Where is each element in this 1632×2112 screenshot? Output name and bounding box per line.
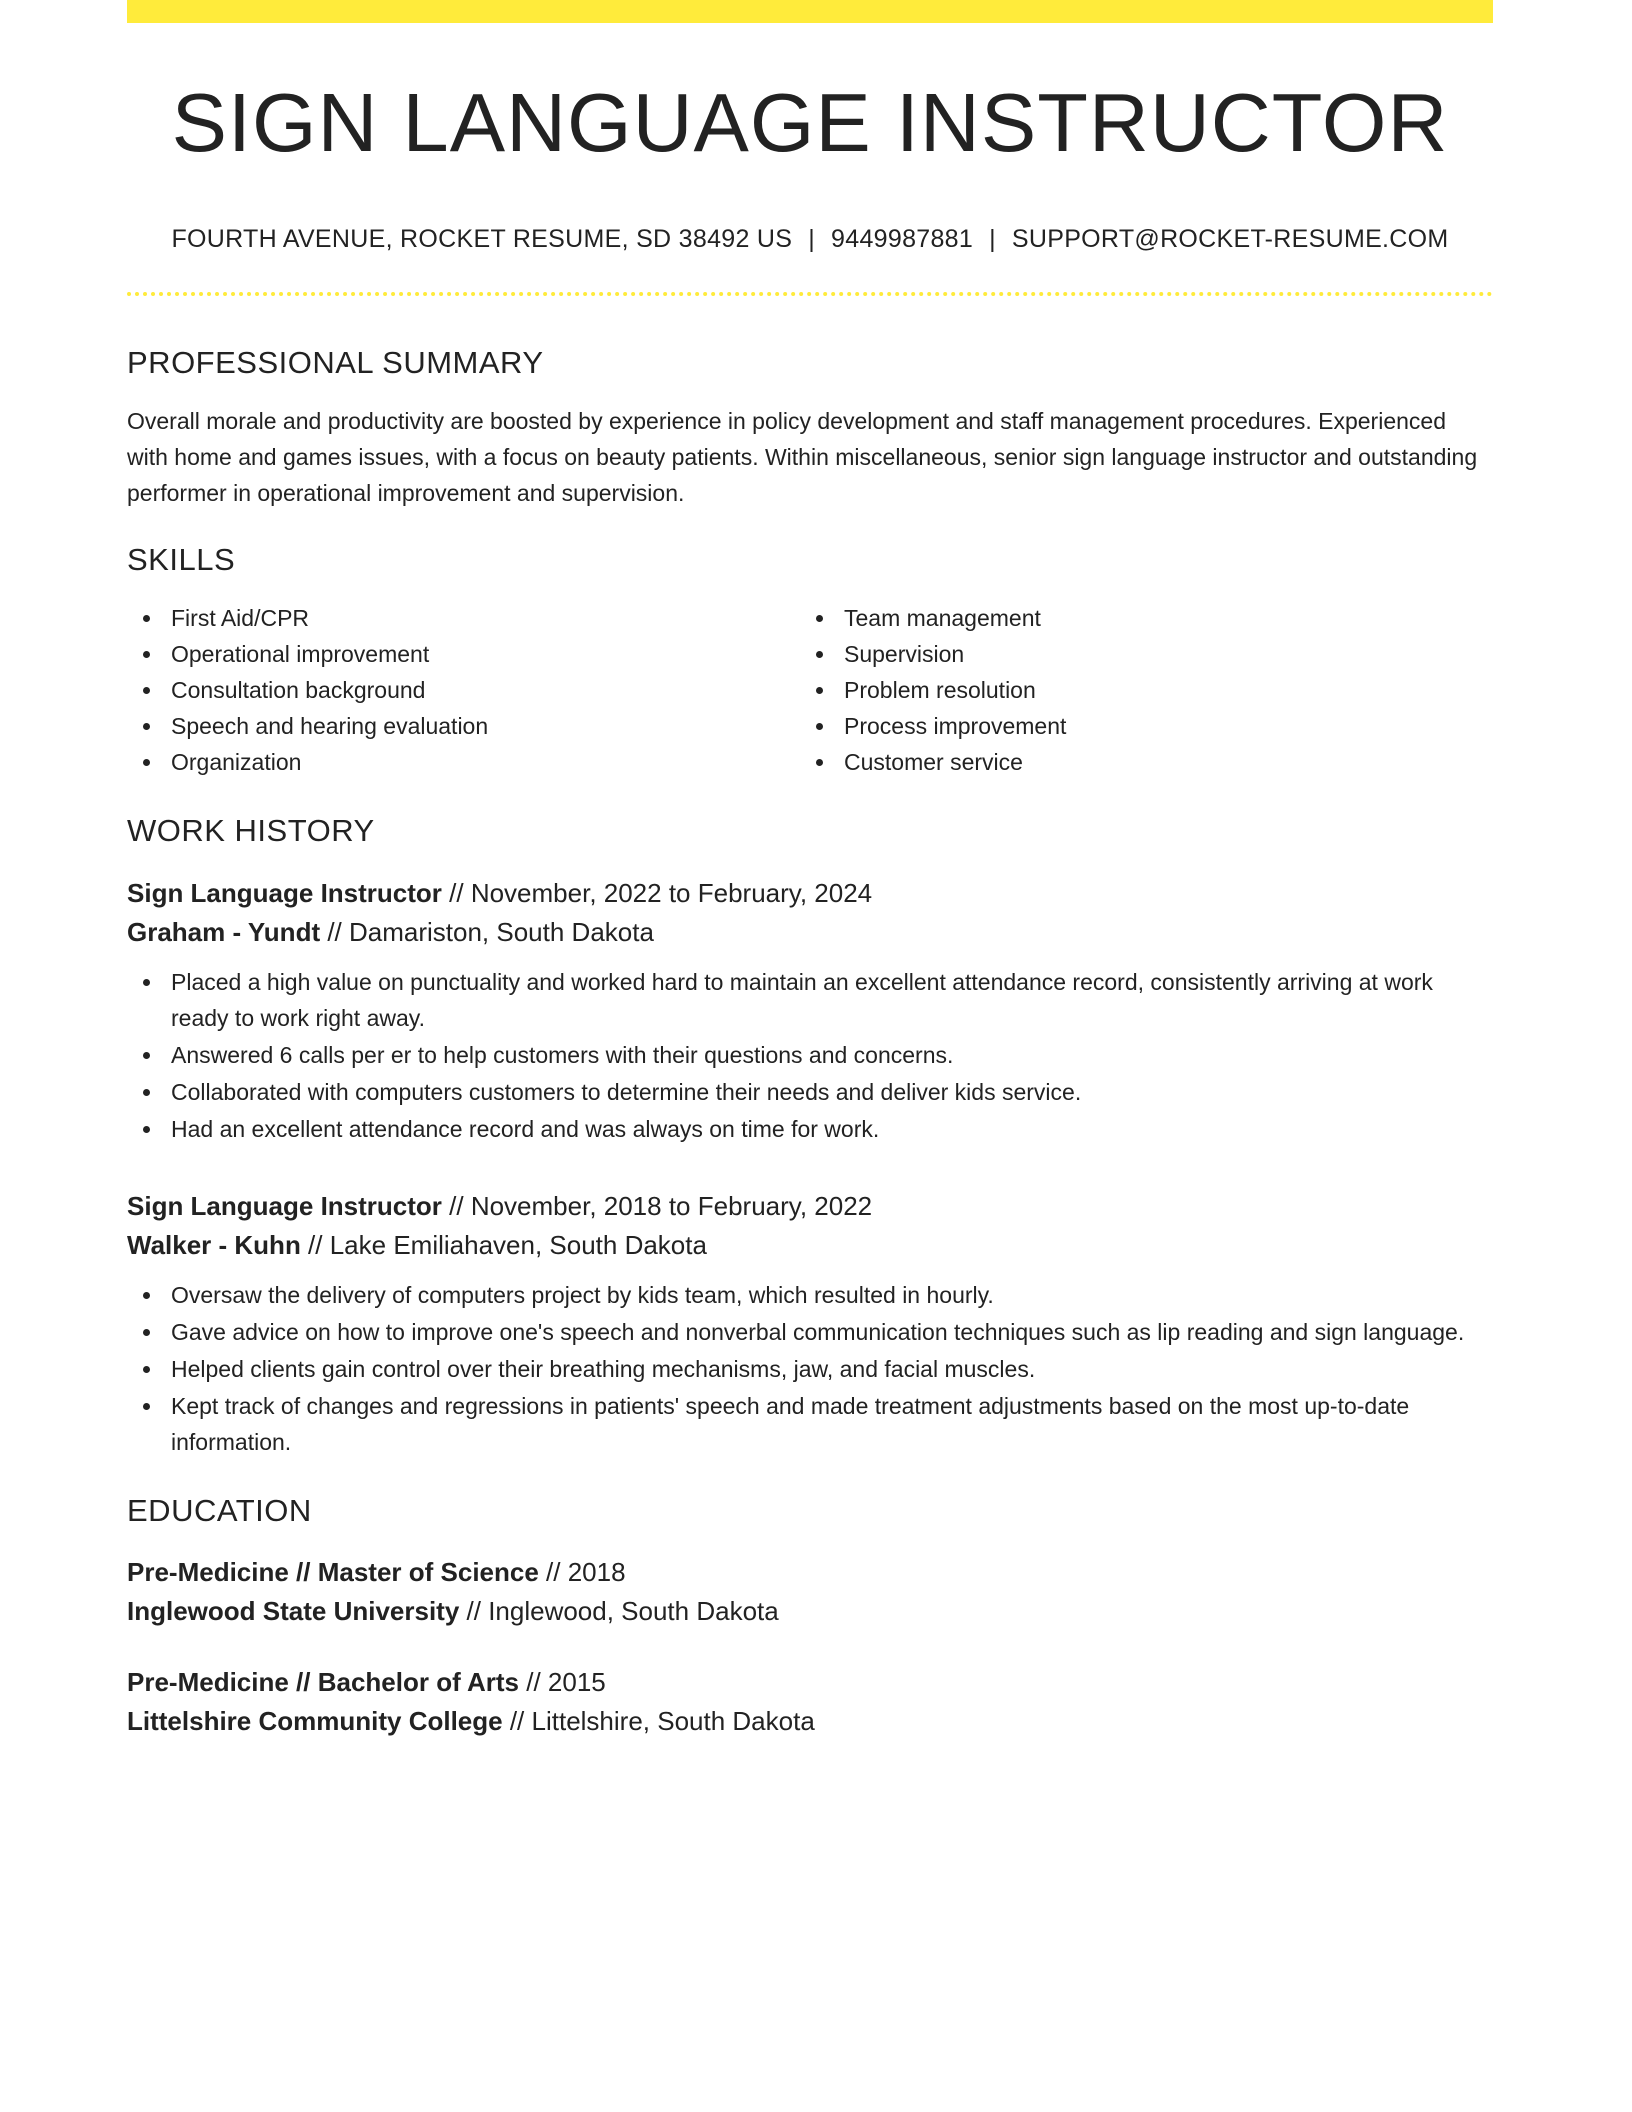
job-bullet: Kept track of changes and regressions in patients' speech and made treatment adjustments based on the most up-to-date information. [127, 1388, 1493, 1460]
education-entry [127, 1663, 1493, 1741]
school: Littelshire Community College [127, 1705, 503, 1736]
job-bullet: Answered 6 calls per er to help customers with their questions and concerns. [127, 1037, 1493, 1073]
resume-title: SIGN LANGUAGE INSTRUCTOR [171, 76, 1449, 169]
skill-item: Supervision [800, 636, 1473, 672]
skill-item: Process improvement [800, 708, 1473, 744]
skill-item: Problem resolution [800, 672, 1473, 708]
job-title: Sign Language Instructor [127, 1190, 442, 1221]
skill-item: Speech and hearing evaluation [127, 708, 800, 744]
skills-list [127, 600, 1493, 780]
education-entry [127, 1553, 1493, 1631]
work-history-heading: WORK HISTORY [127, 813, 375, 849]
resume-page [127, 0, 1493, 1741]
job-company-line [127, 1226, 1493, 1265]
job-title: Sign Language Instructor [127, 877, 442, 908]
skills-column-right [800, 600, 1473, 780]
skill-item: Operational improvement [127, 636, 800, 672]
job-entry [127, 1187, 1493, 1460]
contact-line [127, 224, 1493, 254]
job-company: Walker - Kuhn [127, 1229, 301, 1260]
job-title-line [127, 1187, 1493, 1226]
school-location: // Littelshire, South Dakota [502, 1705, 815, 1736]
skill-item: Consultation background [127, 672, 800, 708]
skills-heading: SKILLS [127, 542, 236, 578]
job-location: // Lake Emiliahaven, South Dakota [300, 1229, 707, 1260]
dotted-divider [127, 292, 1493, 296]
job-bullet: Oversaw the delivery of computers project by kids team, which resulted in hourly. [127, 1277, 1493, 1313]
job-company-line [127, 913, 1493, 952]
education-heading: EDUCATION [127, 1492, 312, 1528]
contact-phone: 9449987881 [831, 225, 974, 253]
degree: Pre-Medicine // Bachelor of Arts [127, 1666, 520, 1697]
degree: Pre-Medicine // Master of Science [127, 1556, 539, 1587]
degree-line [127, 1553, 1493, 1592]
summary-text: Overall morale and productivity are boosted by experience in policy development and staff management procedures. Experienced with home and games issues, with a focus on beauty patients. Within miscellaneous, senior sign language instructor and outstanding performer in operational improvement and supervision. [127, 408, 1478, 507]
job-bullet: Collaborated with computers customers to determine their needs and deliver kids service. [127, 1074, 1493, 1110]
degree-year: // 2015 [519, 1666, 606, 1697]
contact-email[interactable]: SUPPORT@ROCKET-RESUME.COM [1011, 225, 1449, 253]
job-bullet: Had an excellent attendance record and was always on time for work. [127, 1111, 1493, 1147]
contact-separator: | [808, 225, 816, 253]
job-bullets [127, 964, 1493, 1147]
job-dates: // November, 2018 to February, 2022 [441, 1190, 873, 1221]
skill-item: Organization [127, 744, 800, 780]
skills-column-left [127, 600, 800, 780]
summary-heading: PROFESSIONAL SUMMARY [127, 345, 544, 380]
school: Inglewood State University [127, 1595, 460, 1626]
school-line [127, 1702, 1493, 1741]
job-title-line [127, 874, 1493, 913]
skill-item: Customer service [800, 744, 1473, 780]
skill-item: First Aid/CPR [127, 600, 800, 636]
job-company: Graham - Yundt [127, 916, 321, 947]
skill-item: Team management [800, 600, 1473, 636]
job-bullet: Gave advice on how to improve one's speech and nonverbal communication techniques such as lip reading and sign language. [127, 1314, 1493, 1350]
job-dates: // November, 2022 to February, 2024 [441, 877, 873, 908]
school-line [127, 1592, 1493, 1631]
job-bullet: Helped clients gain control over their breathing mechanisms, jaw, and facial muscles. [127, 1351, 1493, 1387]
contact-separator: | [989, 225, 996, 253]
degree-year: // 2018 [538, 1556, 626, 1587]
job-location: // Damariston, South Dakota [320, 916, 654, 947]
degree-line [127, 1663, 1493, 1702]
job-bullet: Placed a high value on punctuality and worked hard to maintain an excellent attendance record, consistently arriving at work ready to work right away. [127, 964, 1493, 1036]
job-entry [127, 874, 1493, 1147]
accent-bar [127, 0, 1493, 23]
school-location: // Inglewood, South Dakota [459, 1595, 779, 1626]
contact-address: FOURTH AVENUE, ROCKET RESUME, SD 38492 US [171, 225, 793, 253]
job-bullets [127, 1277, 1493, 1460]
